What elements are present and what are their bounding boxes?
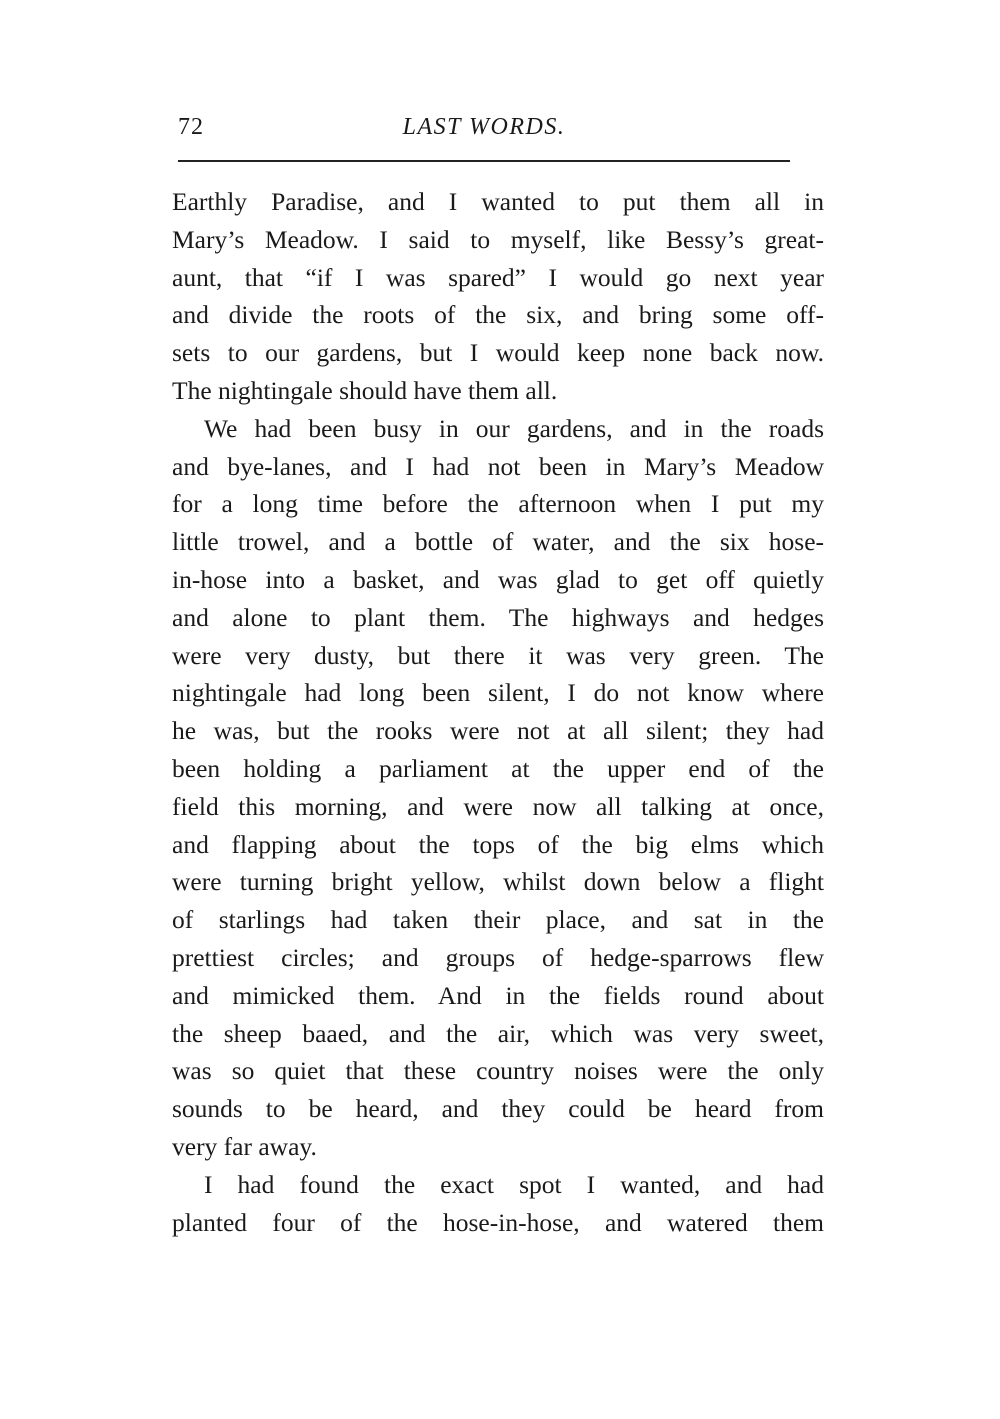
text-line: prettiest circles; and groups of hedge-sparrows flew <box>172 942 824 972</box>
running-header <box>178 108 790 148</box>
text-line: in-hose into a basket, and was glad to get off quietly <box>172 564 824 594</box>
text-line: The nightingale should have them all. <box>172 375 558 405</box>
text-line: nightingale had long been silent, I do not know where <box>172 678 824 708</box>
header-rule <box>178 160 790 162</box>
text-line: he was, but the rooks were not at all silent; they had <box>172 716 824 746</box>
text-line: for a long time before the afternoon when I put my <box>172 489 824 519</box>
text-line: Mary’s Meadow. I said to myself, like Bessy’s great- <box>172 224 824 254</box>
text-line: and alone to plant them. The highways and hedges <box>172 602 824 632</box>
text-line: sounds to be heard, and they could be heard from <box>172 1094 824 1124</box>
text-line: Earthly Paradise, and I wanted to put them all in <box>172 187 824 216</box>
text-line: was so quiet that these country noises were the only <box>172 1056 824 1086</box>
text-line: of starlings had taken their place, and sat in the <box>172 905 824 935</box>
text-line: and flapping about the tops of the big elms which <box>172 829 824 859</box>
paragraph-start-line: I had found the exact spot I wanted, and had <box>204 1169 824 1199</box>
text-line: the sheep baaed, and the air, which was very sweet, <box>172 1018 824 1048</box>
text-line: aunt, that “if I was spared” I would go next year <box>172 262 824 292</box>
text-line: field this morning, and were now all talking at once, <box>172 791 824 821</box>
text-line: and mimicked them. And in the fields round about <box>172 980 824 1010</box>
text-line: were very dusty, but there it was very green. The <box>172 640 824 670</box>
page-number: 72 <box>178 114 204 140</box>
text-line: planted four of the hose-in-hose, and watered them <box>172 1207 824 1237</box>
text-line: and bye-lanes, and I had not been in Mary’s Meadow <box>172 451 824 481</box>
text-line: been holding a parliament at the upper end of the <box>172 753 824 783</box>
running-title: LAST WORDS. <box>402 114 566 140</box>
text-line: and divide the roots of the six, and bring some off- <box>172 300 824 330</box>
body-text <box>172 183 824 1241</box>
paragraph-start-line: We had been busy in our gardens, and in the roads <box>204 413 824 443</box>
text-line: little trowel, and a bottle of water, and the six hose- <box>172 527 824 557</box>
text-line: sets to our gardens, but I would keep none back now. <box>172 338 824 368</box>
text-line: were turning bright yellow, whilst down below a flight <box>172 867 824 897</box>
text-line: very far away. <box>172 1131 317 1161</box>
